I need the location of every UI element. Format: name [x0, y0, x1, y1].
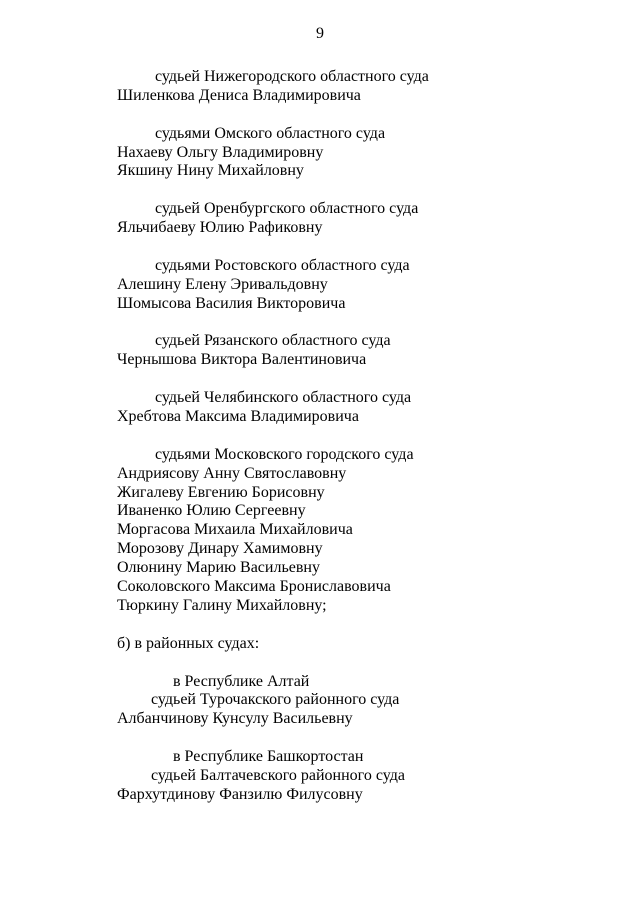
judge-name: Иваненко Юлию Сергеевну — [117, 502, 306, 520]
appointment-block-altai — [117, 673, 597, 730]
appointment-block-chelyabinsk — [117, 389, 597, 427]
court-line: судьей Турочакского районного суда — [151, 691, 400, 709]
judge-name: Шомысова Василия Викторовича — [117, 294, 346, 312]
court-line: судьями Ростовского областного суда — [155, 256, 410, 274]
judge-name: Шиленкова Дениса Владимировича — [117, 86, 361, 104]
court-line: судьями Омского областного суда — [155, 124, 386, 142]
judge-name: Хребтова Максима Владимировича — [117, 408, 359, 426]
page-number: 9 — [316, 25, 324, 42]
judge-name: Нахаеву Ольгу Владимировну — [117, 143, 324, 161]
court-line: судьей Нижегородского областного суда — [155, 68, 429, 85]
appointment-block-moscow — [117, 446, 597, 616]
appointment-block-nizhny — [117, 68, 597, 106]
court-line: судьями Московского городского суда — [155, 445, 414, 463]
region-line: в Республике Башкортостан — [173, 748, 364, 766]
court-line: судьей Оренбургского областного суда — [155, 200, 419, 218]
court-line: судьей Челябинского областного суда — [155, 389, 412, 407]
court-line: судьей Балтачевского районного суда — [151, 766, 405, 784]
court-line: судьей Рязанского областного суда — [155, 332, 391, 350]
judge-name: Фархутдинову Фанзилю Филусовну — [117, 785, 363, 803]
section-heading-b: б) в районных судах: — [117, 634, 260, 652]
region-line: в Республике Алтай — [173, 672, 310, 690]
judge-name: Соколовского Максима Брониславовича — [117, 578, 391, 596]
judge-name: Жигалеву Евгению Борисовну — [117, 483, 325, 501]
judge-name: Яльчибаеву Юлию Рафиковну — [117, 219, 323, 237]
judge-name: Чернышова Виктора Валентиновича — [117, 351, 367, 369]
judge-name: Якшину Нину Михайловну — [117, 162, 304, 180]
judge-name: Алешину Елену Эривальдовну — [117, 275, 328, 293]
judge-name: Тюркину Галину Михайловну; — [117, 596, 327, 614]
appointment-block-ryazan — [117, 332, 597, 370]
appointment-block-rostov — [117, 257, 597, 314]
appointment-block-orenburg — [117, 200, 597, 238]
judge-name: Морозову Динару Хамимовну — [117, 540, 323, 558]
document-body — [117, 68, 597, 805]
appointment-block-bashkortostan — [117, 748, 597, 805]
judge-name: Албанчинову Кунсулу Васильевну — [117, 710, 353, 728]
judge-name: Андриясову Анну Святославовну — [117, 464, 347, 482]
judge-name: Моргасова Михаила Михайловича — [117, 521, 353, 539]
appointment-block-omsk — [117, 125, 597, 182]
judge-name: Олюнину Марию Васильевну — [117, 559, 320, 577]
